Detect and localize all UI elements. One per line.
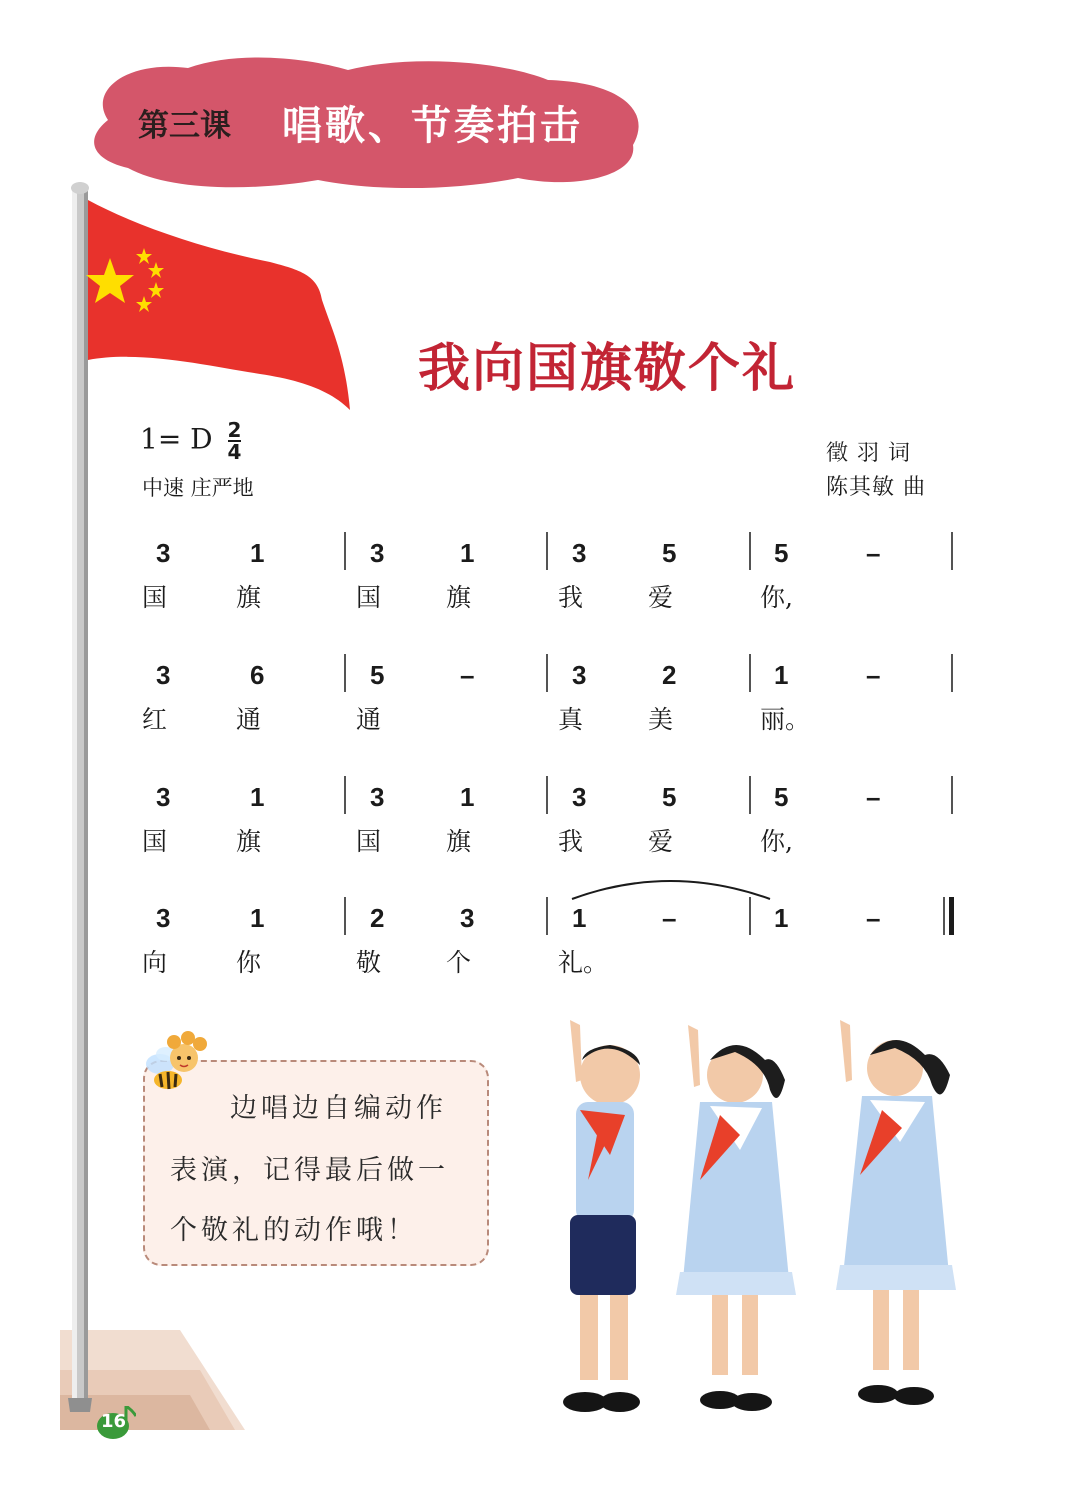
note: – (662, 903, 677, 933)
lyric: 你, (760, 827, 793, 856)
note: – (460, 660, 475, 690)
note: 3 (156, 903, 171, 933)
note: – (866, 782, 881, 812)
boy-saluting (563, 1020, 640, 1412)
lyric: 通 (236, 705, 262, 734)
note: 2 (370, 903, 385, 933)
girl-saluting-2 (836, 1020, 956, 1405)
note: 3 (572, 538, 587, 568)
note: 1 (250, 903, 265, 933)
flag-shape (88, 200, 350, 410)
key-signature (140, 420, 241, 462)
lyric: 国 (142, 583, 168, 612)
note: 3 (370, 782, 385, 812)
time-bottom: 4 (227, 440, 242, 464)
song-title: 我向国旗敬个礼 (418, 338, 797, 399)
lyric: 爱 (648, 583, 674, 612)
lyric: 旗 (446, 583, 472, 612)
note: 1 (572, 903, 587, 933)
note: 3 (460, 903, 475, 933)
note: 3 (156, 782, 171, 812)
lyric: 通 (356, 705, 382, 734)
note: – (866, 538, 881, 568)
lesson-title: 唱歌、节奏拍击 (282, 103, 583, 149)
key-label: 1= D (140, 422, 213, 456)
note: 1 (460, 538, 475, 568)
jianpu-score (130, 520, 970, 1000)
lyric: 国 (356, 583, 382, 612)
note: 5 (774, 782, 789, 812)
tempo-marking: 中速 庄严地 (142, 476, 254, 500)
note: 6 (250, 660, 265, 690)
lesson-number: 第三课 (138, 108, 231, 144)
note: 5 (370, 660, 385, 690)
lyric: 真 (558, 705, 584, 734)
note: 5 (662, 538, 677, 568)
time-signature (228, 420, 242, 462)
children-saluting-photo (540, 1010, 970, 1440)
bee-icon (138, 1024, 218, 1094)
note: 3 (370, 538, 385, 568)
lyric: 旗 (446, 827, 472, 856)
note: 1 (250, 782, 265, 812)
lyric: 敬 (356, 948, 382, 977)
note: 3 (156, 538, 171, 568)
note: 1 (460, 782, 475, 812)
lyric: 丽。 (760, 705, 811, 734)
tip-line-1: 边唱边自编动作 (230, 1093, 447, 1124)
time-top: 2 (227, 418, 242, 442)
lyric: 你, (760, 583, 793, 612)
lyric: 旗 (236, 827, 262, 856)
final-bar-line (949, 897, 954, 935)
lyricist-credit: 徵 羽 词 (826, 441, 911, 466)
note: 1 (774, 903, 789, 933)
note: 3 (572, 782, 587, 812)
note: 5 (774, 538, 789, 568)
note: – (866, 660, 881, 690)
lyric: 国 (356, 827, 382, 856)
tip-line-2: 表演，记得最后做一 (170, 1155, 449, 1186)
lyric: 我 (558, 827, 584, 856)
lyric: 美 (648, 705, 674, 734)
lyric: 我 (558, 583, 584, 612)
girl-saluting-1 (676, 1025, 796, 1411)
lyric: 爱 (648, 827, 674, 856)
lyric: 红 (142, 705, 168, 734)
lyric: 礼。 (558, 948, 609, 977)
note: – (866, 903, 881, 933)
note: 3 (156, 660, 171, 690)
lyric: 旗 (236, 583, 262, 612)
note: 1 (250, 538, 265, 568)
lyric: 你 (236, 948, 262, 977)
lyric: 国 (142, 827, 168, 856)
note: 1 (774, 660, 789, 690)
composer-credit: 陈其敏 曲 (826, 475, 926, 500)
lyric: 向 (142, 948, 168, 977)
note: 2 (662, 660, 677, 690)
page-number: 16 (101, 1411, 127, 1432)
note: 3 (572, 660, 587, 690)
lyric: 个 (446, 948, 472, 977)
note: 5 (662, 782, 677, 812)
tie (572, 881, 770, 899)
tip-line-3: 个敬礼的动作哦！ (170, 1215, 418, 1246)
